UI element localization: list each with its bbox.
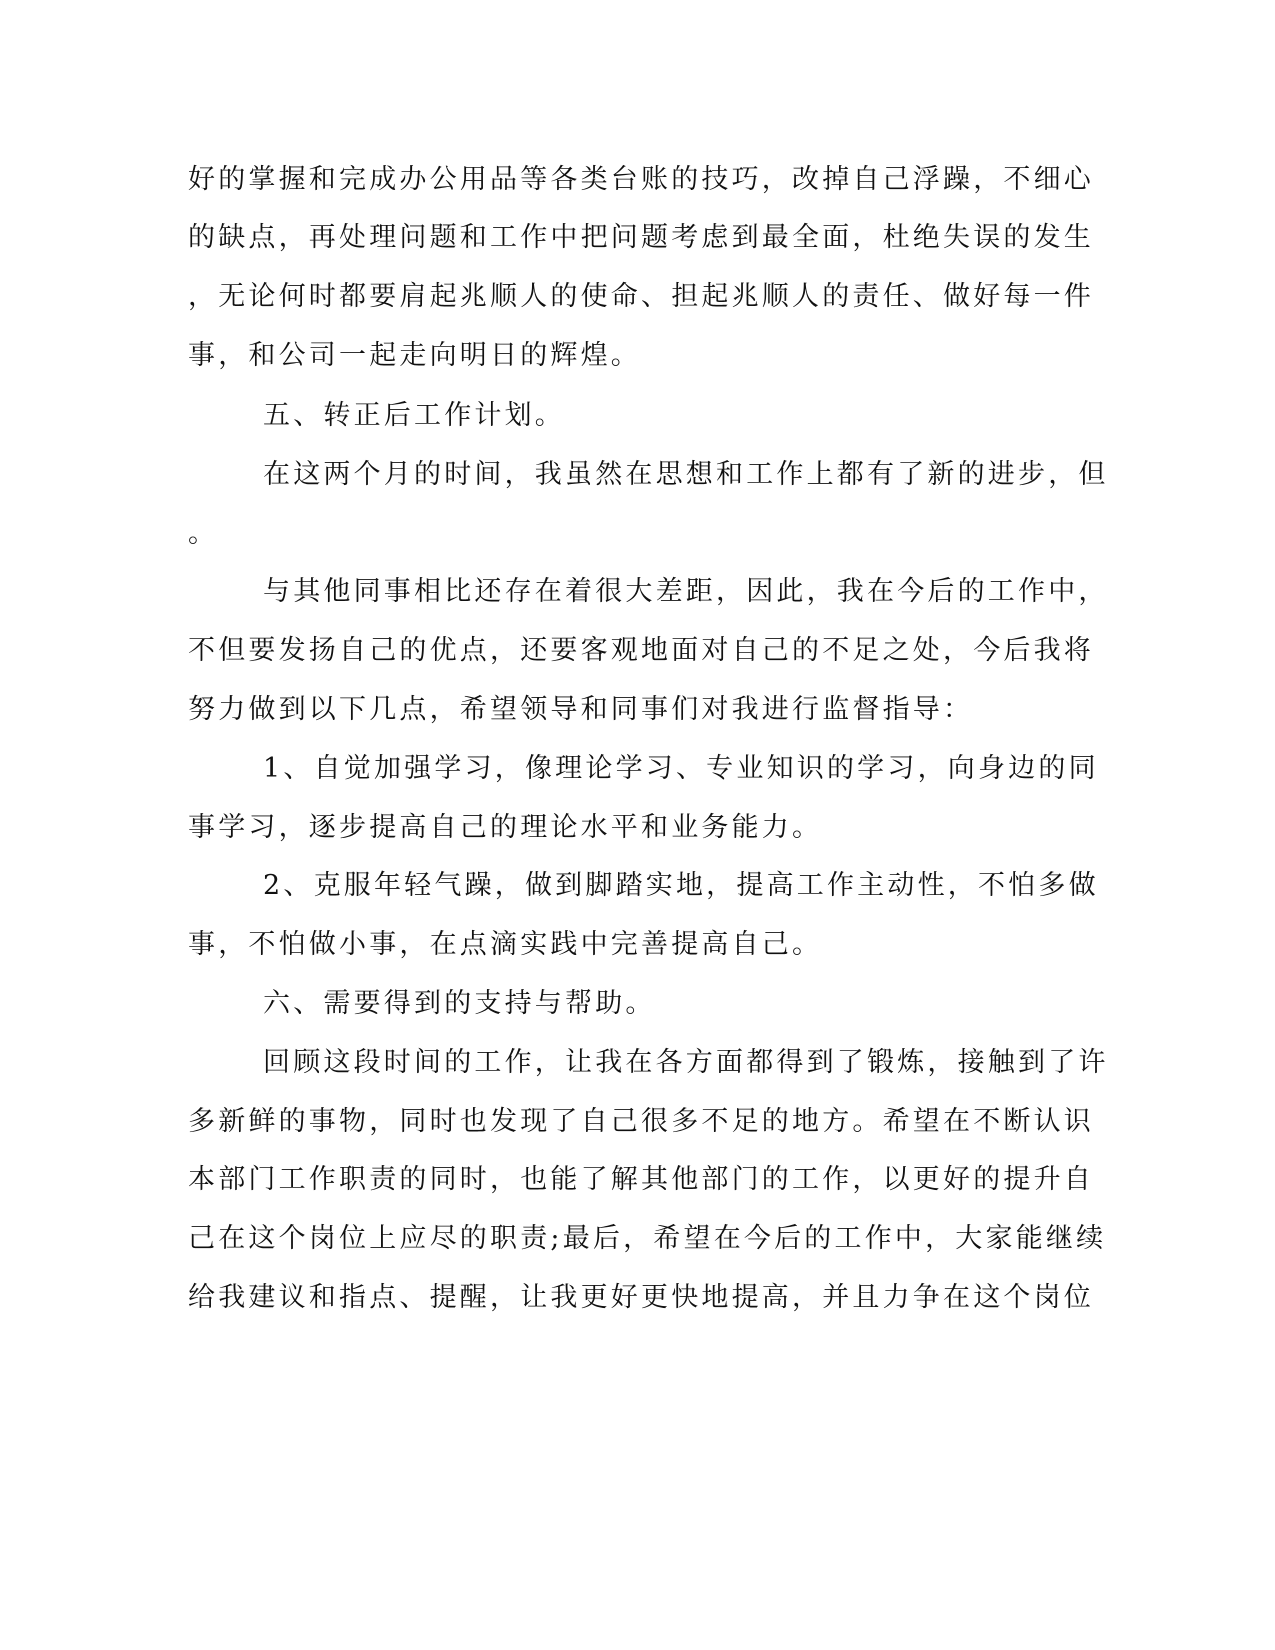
- text-line: 的缺点，再处理问题和工作中把问题考虑到最全面，杜绝失误的发生: [188, 222, 1094, 253]
- text-line: 不但要发扬自己的优点，还要客观地面对自己的不足之处，今后我将: [188, 635, 1094, 666]
- list-item: 2、克服年轻气躁，做到脚踏实地，提高工作主动性，不怕多做: [263, 870, 1099, 901]
- text-line: 好的掌握和完成办公用品等各类台账的技巧，改掉自己浮躁，不细心: [188, 164, 1094, 195]
- text-line: 己在这个岗位上应尽的职责;最后，希望在今后的工作中，大家能继续: [188, 1223, 1107, 1254]
- text-line: 。: [188, 518, 219, 549]
- text-line: 事，和公司一起走向明日的辉煌。: [188, 340, 641, 371]
- text-line: 多新鲜的事物，同时也发现了自己很多不足的地方。希望在不断认识: [188, 1106, 1094, 1137]
- text-line: 本部门工作职责的同时，也能了解其他部门的工作，以更好的提升自: [188, 1164, 1094, 1195]
- text-line: 在这两个月的时间，我虽然在思想和工作上都有了新的进步，但: [263, 459, 1109, 490]
- text-line: 回顾这段时间的工作，让我在各方面都得到了锻炼，接触到了许: [263, 1047, 1109, 1078]
- text-line: 事，不怕做小事，在点滴实践中完善提高自己。: [188, 929, 823, 960]
- text-line: ，无论何时都要肩起兆顺人的使命、担起兆顺人的责任、做好每一件: [188, 281, 1094, 312]
- text-line: 给我建议和指点、提醒，让我更好更快地提高，并且力争在这个岗位: [188, 1282, 1094, 1313]
- text-line: 事学习，逐步提高自己的理论水平和业务能力。: [188, 812, 823, 843]
- text-line: 努力做到以下几点，希望领导和同事们对我进行监督指导：: [188, 694, 974, 725]
- section-heading: 六、需要得到的支持与帮助。: [263, 988, 656, 1019]
- list-item: 1、自觉加强学习，像理论学习、专业知识的学习，向身边的同: [263, 753, 1099, 784]
- section-heading: 五、转正后工作计划。: [263, 400, 565, 431]
- text-line: 与其他同事相比还存在着很大差距，因此，我在今后的工作中，: [263, 576, 1109, 607]
